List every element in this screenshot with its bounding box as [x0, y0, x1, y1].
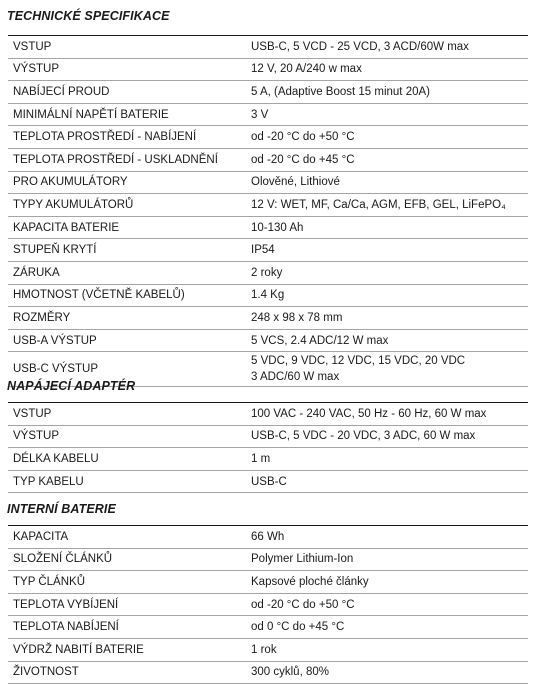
spec-label: TEPLOTA VYBÍJENÍ — [8, 593, 246, 616]
spec-value: 1.4 Kg — [246, 284, 528, 307]
table-row — [8, 593, 528, 616]
section-title-power-adapter: NAPÁJECÍ ADAPTÉR — [7, 379, 136, 393]
spec-value: 1 rok — [246, 638, 528, 661]
spec-label: TEPLOTA PROSTŘEDÍ - NABÍJENÍ — [8, 126, 246, 149]
table-row — [8, 448, 528, 471]
table-row — [8, 194, 528, 217]
table-row — [8, 425, 528, 448]
spec-value: 5 VDC, 9 VDC, 12 VDC, 15 VDC, 20 VDC 3 ADC/60 W max — [246, 352, 528, 387]
table-row — [8, 661, 528, 684]
spec-value: 12 V, 20 A/240 w max — [246, 58, 528, 81]
spec-label: KAPACITA BATERIE — [8, 216, 246, 239]
spec-value: 100 VAC - 240 VAC, 50 Hz - 60 Hz, 60 W max — [246, 403, 528, 426]
spec-value: od -20 °C do +50 °C — [246, 126, 528, 149]
spec-label: PRO AKUMULÁTORY — [8, 171, 246, 194]
spec-label: USB-A VÝSTUP — [8, 329, 246, 352]
table-row — [8, 329, 528, 352]
spec-label: ŽIVOTNOST — [8, 661, 246, 684]
spec-value: 10-130 Ah — [246, 216, 528, 239]
power-adapter-table — [8, 402, 528, 493]
table-row — [8, 470, 528, 493]
spec-label: TYP KABELU — [8, 470, 246, 493]
spec-value: 300 cyklů, 80% — [246, 661, 528, 684]
table-row — [8, 103, 528, 126]
spec-label: TEPLOTA NABÍJENÍ — [8, 616, 246, 639]
spec-label: NABÍJECÍ PROUD — [8, 81, 246, 104]
spec-value: USB-C, 5 VCD - 25 VCD, 3 ACD/60W max — [246, 36, 528, 59]
table-row — [8, 526, 528, 549]
section-title-internal-battery: INTERNÍ BATERIE — [7, 502, 116, 516]
table-row — [8, 81, 528, 104]
table-row — [8, 307, 528, 330]
table-row — [8, 571, 528, 594]
table-row — [8, 171, 528, 194]
table-row — [8, 216, 528, 239]
spec-value: USB-C — [246, 470, 528, 493]
spec-label: ZÁRUKA — [8, 261, 246, 284]
spec-value: od 0 °C do +45 °C — [246, 616, 528, 639]
spec-label: TEPLOTA PROSTŘEDÍ - USKLADNĚNÍ — [8, 148, 246, 171]
spec-value: 66 Wh — [246, 526, 528, 549]
table-row — [8, 284, 528, 307]
spec-value: 12 V: WET, MF, Ca/Ca, AGM, EFB, GEL, LiFePO₄ — [246, 194, 528, 217]
spec-label: TYP ČLÁNKŮ — [8, 571, 246, 594]
spec-value: USB-C, 5 VDC - 20 VDC, 3 ADC, 60 W max — [246, 425, 528, 448]
table-row — [8, 548, 528, 571]
spec-label: USB-C VÝSTUP — [8, 352, 246, 387]
spec-value: 248 x 98 x 78 mm — [246, 307, 528, 330]
spec-label: SLOŽENÍ ČLÁNKŮ — [8, 548, 246, 571]
technical-specs-table — [8, 35, 528, 387]
spec-value: IP54 — [246, 239, 528, 262]
spec-label: VÝSTUP — [8, 58, 246, 81]
internal-battery-table — [8, 525, 528, 684]
spec-label: HMOTNOST (VČETNĚ KABELŮ) — [8, 284, 246, 307]
table-row — [8, 36, 528, 59]
section-title-technical-specs: TECHNICKÉ SPECIFIKACE — [7, 9, 170, 23]
spec-label: VÝSTUP — [8, 425, 246, 448]
spec-label: KAPACITA — [8, 526, 246, 549]
spec-label: VSTUP — [8, 36, 246, 59]
table-row — [8, 638, 528, 661]
spec-value: od -20 °C do +50 °C — [246, 593, 528, 616]
table-row — [8, 126, 528, 149]
spec-label: MINIMÁLNÍ NAPĚTÍ BATERIE — [8, 103, 246, 126]
spec-value: Kapsové ploché články — [246, 571, 528, 594]
table-row — [8, 261, 528, 284]
spec-value: 5 A, (Adaptive Boost 15 minut 20A) — [246, 81, 528, 104]
table-row — [8, 239, 528, 262]
spec-value: 3 V — [246, 103, 528, 126]
spec-label: VÝDRŽ NABITÍ BATERIE — [8, 638, 246, 661]
spec-label: DÉLKA KABELU — [8, 448, 246, 471]
spec-label: ROZMĚRY — [8, 307, 246, 330]
spec-value: 2 roky — [246, 261, 528, 284]
table-row — [8, 148, 528, 171]
spec-value: 1 m — [246, 448, 528, 471]
spec-value: od -20 °C do +45 °C — [246, 148, 528, 171]
table-row — [8, 58, 528, 81]
spec-value: Olověné, Lithiové — [246, 171, 528, 194]
spec-label: VSTUP — [8, 403, 246, 426]
table-row — [8, 403, 528, 426]
spec-label: TYPY AKUMULÁTORŮ — [8, 194, 246, 217]
spec-value: 5 VCS, 2.4 ADC/12 W max — [246, 329, 528, 352]
spec-value: Polymer Lithium-Ion — [246, 548, 528, 571]
spec-label: STUPEŇ KRYTÍ — [8, 239, 246, 262]
table-row — [8, 616, 528, 639]
